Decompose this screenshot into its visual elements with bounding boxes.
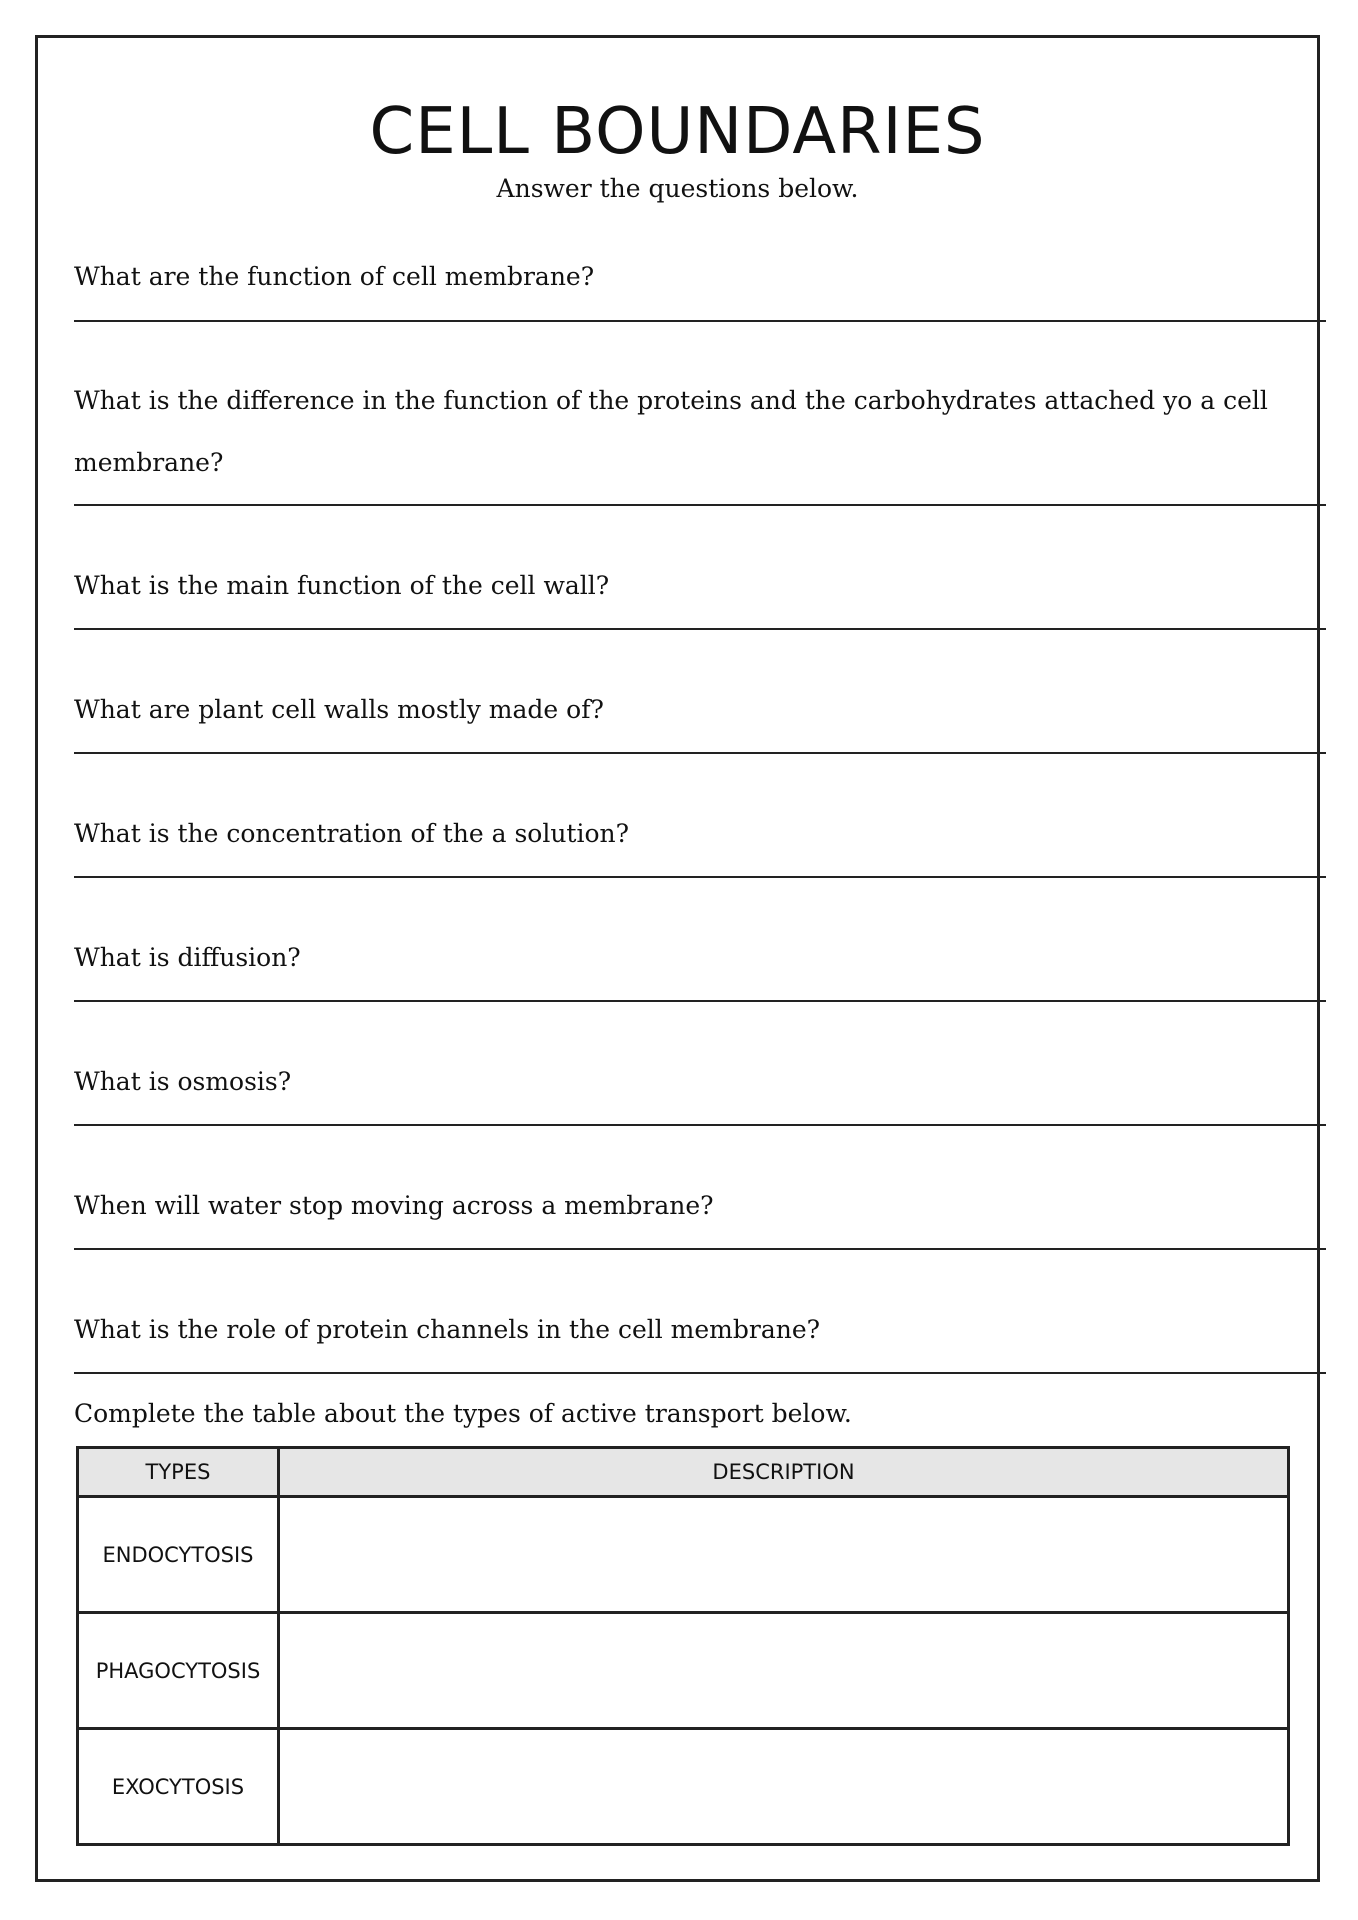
header-types: TYPES [78, 1448, 279, 1497]
answer-line-5[interactable] [74, 876, 1326, 878]
worksheet-border [35, 35, 1320, 1882]
question-4: What are plant cell walls mostly made of? [74, 695, 604, 724]
answer-line-6[interactable] [74, 1000, 1326, 1002]
question-1: What are the function of cell membrane? [74, 262, 595, 291]
header-description: DESCRIPTION [279, 1448, 1289, 1497]
question-8: When will water stop moving across a membrane? [74, 1191, 714, 1220]
answer-line-8[interactable] [74, 1248, 1326, 1250]
question-6: What is diffusion? [74, 943, 301, 972]
type-cell-exocytosis: EXOCYTOSIS [78, 1729, 279, 1845]
question-3: What is the main function of the cell wall? [74, 571, 610, 600]
question-9: What is the role of protein channels in the cell membrane? [74, 1315, 821, 1344]
answer-line-7[interactable] [74, 1124, 1326, 1126]
answer-line-2[interactable] [74, 504, 1326, 506]
question-7: What is osmosis? [74, 1067, 292, 1096]
table-instructions: Complete the table about the types of active transport below. [74, 1399, 852, 1428]
description-cell-phagocytosis[interactable] [279, 1613, 1289, 1729]
active-transport-table [76, 1446, 1290, 1846]
table-header-row [78, 1448, 1289, 1497]
answer-line-3[interactable] [74, 628, 1326, 630]
page-title: CELL BOUNDARIES [369, 95, 986, 169]
answer-line-1[interactable] [74, 320, 1326, 322]
question-5: What is the concentration of the a solution? [74, 819, 630, 848]
table-row [78, 1729, 1289, 1845]
question-2: What is the difference in the function of the proteins and the carbohydrates attached yo a cell membrane? [74, 386, 1268, 477]
type-cell-phagocytosis: PHAGOCYTOSIS [78, 1613, 279, 1729]
answer-line-9[interactable] [74, 1372, 1326, 1374]
answer-line-4[interactable] [74, 752, 1326, 754]
table-row [78, 1497, 1289, 1613]
type-cell-endocytosis: ENDOCYTOSIS [78, 1497, 279, 1613]
description-cell-endocytosis[interactable] [279, 1497, 1289, 1613]
table-row [78, 1613, 1289, 1729]
page-subtitle: Answer the questions below. [496, 174, 859, 203]
description-cell-exocytosis[interactable] [279, 1729, 1289, 1845]
